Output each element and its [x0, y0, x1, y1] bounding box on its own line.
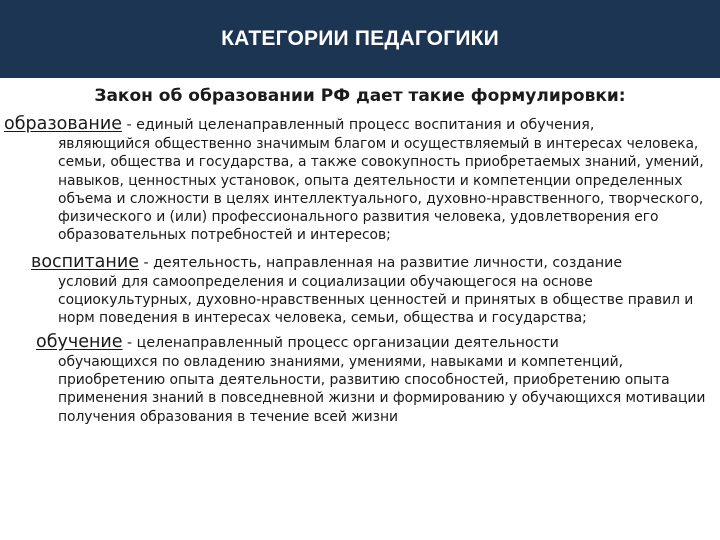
term-upbringing: воспитание: [31, 251, 139, 272]
definition-upbringing: [0, 252, 720, 328]
term-education: образование: [4, 114, 122, 134]
title-bar: [0, 0, 720, 78]
definition-first-line: [0, 252, 720, 273]
page-title: КАТЕГОРИИ ПЕДАГОГИКИ: [221, 27, 499, 50]
definition-first-line: [0, 114, 720, 135]
definition-learning: [0, 332, 720, 426]
term-learning: обучение: [36, 331, 123, 352]
definition-body: обучающихся по овладению знаниями, умениями, навыками и компетенций, приобретению опыта деятельности, развитию способностей, приобретению опыта применения знаний в повседневной жизни и формированию у обучающихся мотивации получения образования в течение всей жизни: [58, 353, 706, 425]
definition-first-line: [0, 332, 720, 353]
definitions-list: [0, 114, 720, 426]
slide-subtitle: Закон об образовании РФ дает такие формулировки:: [94, 86, 626, 106]
definition-body: условий для самоопределения и социализации обучающегося на основе социокультурных, духовно-нравственных ценностей и принятых в обществе правил и норм поведения в интересах человека, семьи, общества и государства;: [58, 273, 694, 327]
definition-body: являющийся общественно значимым благом и осуществляемый в интересах человека, семьи, общества и государства, а также совокупность приобретаемых знаний, умений, навыков, ценностных установок, опыта деятельности и компетенции определенных объема и сложности в целях интеллектуального, духовно-нравственного, творческого, физического и (или) профессионального развития человека, удовлетворения его образовательных потребностей и интересов;: [58, 136, 704, 244]
definition-lead-text: - целенаправленный процесс организации деятельности: [122, 334, 559, 351]
definition-education: [0, 114, 720, 245]
definition-lead-text: - единый целенаправленный процесс воспитания и обучения,: [121, 117, 595, 133]
definition-lead-text: - деятельность, направленная на развитие личности, создание: [138, 254, 623, 271]
